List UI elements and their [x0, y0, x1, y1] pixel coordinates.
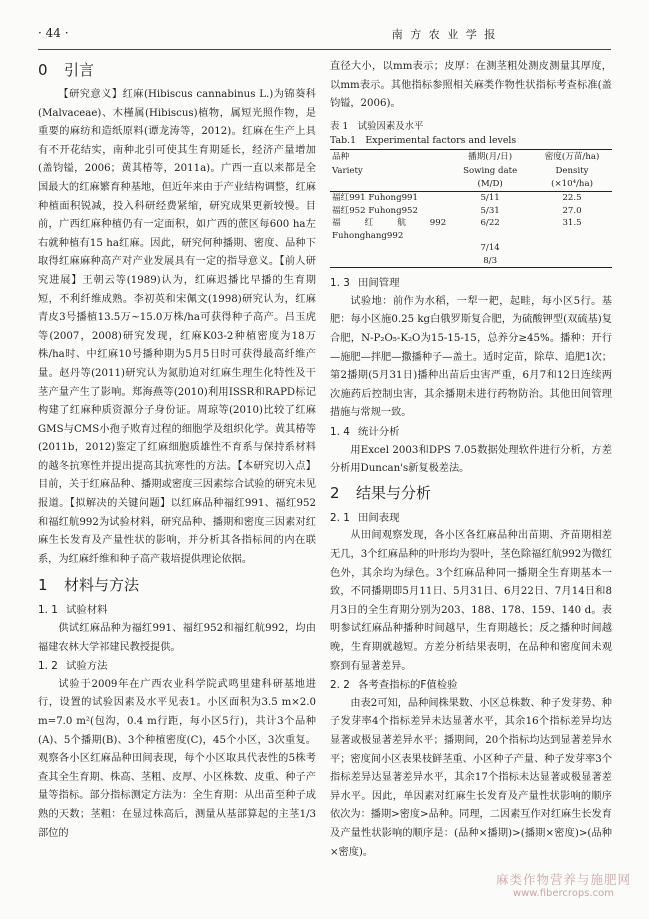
- watermark-url: www.fibercrops.com: [512, 888, 615, 899]
- table-header-cell: 密度(万苗/ha): [532, 149, 612, 164]
- factors-levels-table: [330, 149, 612, 269]
- materials-paragraph: 供试红麻品种为福红991、福红952和福红航992，均由福建农林大学祁建民教授提供。: [38, 623, 316, 653]
- section-materials-methods-heading: 1 材料与方法: [38, 576, 140, 595]
- introduction-paragraph: 【研究意义】红麻(Hibiscus cannabinus L.)为锦葵科(Malvaceae)、木槿属(Hibiscus)植物，属短光照作物，是重要的麻纺和造纸原料(谭龙涛等，2012)。红麻在生产上具有不开花结实，南种北引可使其生育期延长，经济产量增加(盖钧镒，2006；黄其椿等，2011a)。广西一直以来都是全国最大的红麻繁育种基地，但近年来由于产业结构调整，红麻种植面积锐减，投入科研经费紧缩，研究成果更新较慢。目前，广西红麻种植仍有一定面积，如广西的蔗区每600 ha左右就种植有15 ha红麻。因此，研究何种播期、密度、品种下取得红麻麻种高产对产业发展具有一定的指导意义。【前人研究进展】王朝云等(1989)认为，红麻迟播比早播的生育期短，不利纤维成熟。李初英和宋佩文(1998)研究认为，红麻青皮3号播植13.5万~15.0万株/ha可获得种子高产。吕玉虎等(2007，2008)研究发现，红麻K03-2种植密度为18万株/ha时、中红麻10号播种期为5月5日时可获得最高纤维产量。赵丹等(2011)研究认为氮肋迫对红麻生理生化特性及干茎产量产生了影响。郑海燕等(2010)利用ISSR和RAPD标记构建了红麻种质资源分子身份证。周琼等(2010)比较了红麻GMS与CMS小孢子败育过程的细胞学及组织化学。黄其椿等(2011b，2012)鉴定了红麻细胞质雄性不育系与保持系材料的越冬抗寒性并提出提高其抗寒性的方法。【本研究切入点】目前，关于红麻品种、播期或密度三因素综合试验的研究未见报道。【拟解决的关键问题】以红麻品种福红991、福红952和福红航992为试验材料，研究品种、播期和密度三因素对红麻生长发育及产量性状的影响，并分析其各指标间的内在联系，为红麻纤维和种子高产栽培提供理论依据。: [38, 89, 316, 565]
- table-cell: [532, 255, 612, 268]
- left-column: [38, 58, 316, 843]
- table-header-cell: 品种: [330, 149, 448, 164]
- table-header-cell: Density (×10⁴/ha): [532, 164, 612, 192]
- table-cell: 7/14: [480, 243, 500, 254]
- table-cell: 5/31: [480, 205, 500, 216]
- f-test-paragraph: 由表2可知，品种间株果数、小区总株数、种子发芽势、种子发芽率4个指标差异未达显著水平，其余16个指标差异均达显著或极显著差异水平；播期间，20个指标均达到显著差异水平；密度间小区表果枝鲜茎重、小区种子产量、种子发芽率3个指标差异达显著差异水平，其余17个指标未达显著或极显著差异水平。因此，单因素对红麻生长发育及产量性状影响的顺序依次为：播期>密度>品种。同理，二因素互作对红麻生长发育及产量性状影响的顺序是：(品种×播期)>(播期×密度)>(品种×密度)。: [330, 697, 612, 858]
- table-cell: 22.5: [562, 193, 582, 204]
- table-row: [330, 205, 612, 218]
- table-caption-en: Tab.1 Experimental factors and levels: [330, 134, 517, 146]
- table-row: [330, 255, 612, 268]
- subsection-methods-heading: 1. 2 试验方法: [38, 660, 108, 673]
- table-header-cell: Variety: [330, 164, 448, 192]
- watermark-title: 麻类作物营养与施肥网: [495, 872, 631, 887]
- table-header-cell: 播期(月/日): [448, 149, 532, 164]
- watermark: [496, 870, 631, 899]
- journal-title: 南 方 农 业 学 报: [391, 28, 498, 41]
- header-rule: [38, 49, 611, 50]
- table-cell: 6/22: [480, 218, 500, 229]
- section-results-heading: 2 结果与分析: [330, 483, 432, 502]
- table-row: [330, 192, 612, 205]
- table-cell: 福红991 Fuhong991: [332, 193, 418, 204]
- subsection-field-performance-heading: 2. 1 田间表现: [330, 511, 400, 524]
- table-cell: [532, 242, 612, 255]
- table-cell: 8/3: [448, 255, 532, 268]
- subsection-materials-heading: 1. 1 试验材料: [38, 604, 108, 617]
- table-cell: 5/11: [480, 193, 500, 204]
- table-cell: [330, 255, 448, 268]
- right-column: [330, 58, 612, 862]
- methods-paragraph: 试验于2009年在广西农业科学院武鸣里建科研基地进行，设置的试验因素及水平见表1。小区面积为3.5 m×2.0 m=7.0 m²(包沟，0.4 m行距，每小区5行)，共计3个品种(A)、5个播期(B)、3个种植密度(C)，45个小区，3次重复。观察各小区红麻品种田间表现，每个小区取具代表性的5株考查其全生育期、株高、茎粗、皮厚、小区株数、皮重、种子产量等指标。部分指标测定方法为：全生育期：从出苗至种子成熟的天数；茎粗：在显过株高后，测量从基部算起的主茎1/3部位的: [38, 678, 316, 839]
- table-row: [330, 242, 612, 255]
- table-row: [330, 217, 612, 242]
- statistics-paragraph: 用Excel 2003和DPS 7.05数据处理软件进行分析，方差分析用Duncan's新复极差法。: [330, 444, 612, 475]
- subsection-f-test-heading: 2. 2 各考查指标的F值检验: [330, 679, 458, 692]
- table-header-cell: Sowing date (M/D): [448, 164, 532, 192]
- page-number: · 44 ·: [38, 26, 69, 40]
- table-cell: 31.5: [562, 218, 582, 229]
- table-cell: 福红航992 Fuhonghang992: [332, 218, 447, 241]
- subsection-statistics-heading: 1. 4 统计分析: [330, 426, 400, 439]
- table-caption-cn: 表 1 试验因素及水平: [330, 120, 424, 132]
- methods-continued-paragraph: 直径大小，以mm表示；皮厚：在测茎粗处测皮测量其厚度，以mm表示。其他指标参照相关麻类作物性状指标考查标准(盖钧镒，2006)。: [330, 61, 612, 110]
- table-header-row: [330, 164, 612, 192]
- table-cell: [330, 242, 448, 255]
- table-cell: 27.0: [562, 205, 582, 216]
- table-cell: 福红952 Fuhong952: [332, 205, 418, 216]
- table-header-row: [330, 149, 612, 164]
- section-introduction-heading: 0 引言: [38, 61, 95, 79]
- page-header: [38, 22, 611, 44]
- field-management-paragraph: 试验地：前作为水稻，一犁一耙，起畦，每小区5行。基肥：每小区施0.25 kg白俄罗斯复合肥，为硫酸钾型(双硫基)复合肥，N-P₂O₅-K₂O为15-15-15，总养分≥45%。播种：开行—施肥—拌肥—撒播种子—盖土。适时定苗，除草、追肥1次；第2播期(5月31日)播种出苗后虫害严重，6月7和12日连续两次施药后控制虫害，其余播期未进行药物防治。其他田间管理措施与常规一致。: [330, 295, 612, 419]
- subsection-field-management-heading: 1. 3 田间管理: [330, 277, 400, 290]
- field-performance-paragraph: 从田间观察发现，各小区各红麻品种出苗期、齐苗期相差无几，3个红麻品种的叶形均为裂叶，茎色除福红航992为微红色外，其余均为绿色。3个红麻品种同一播期全生育期基本一致，不同播期即5月11日、5月31日、6月22日、7月14日和8月3日的全生育期分别为203、188、178、159、140 d。表明参试红麻品种播种时间越早，生育期越长；反之播种时间越晚，生育期就越短。方差分析结果表明，在品种和密度间未观察到有显著差异。: [330, 530, 612, 672]
